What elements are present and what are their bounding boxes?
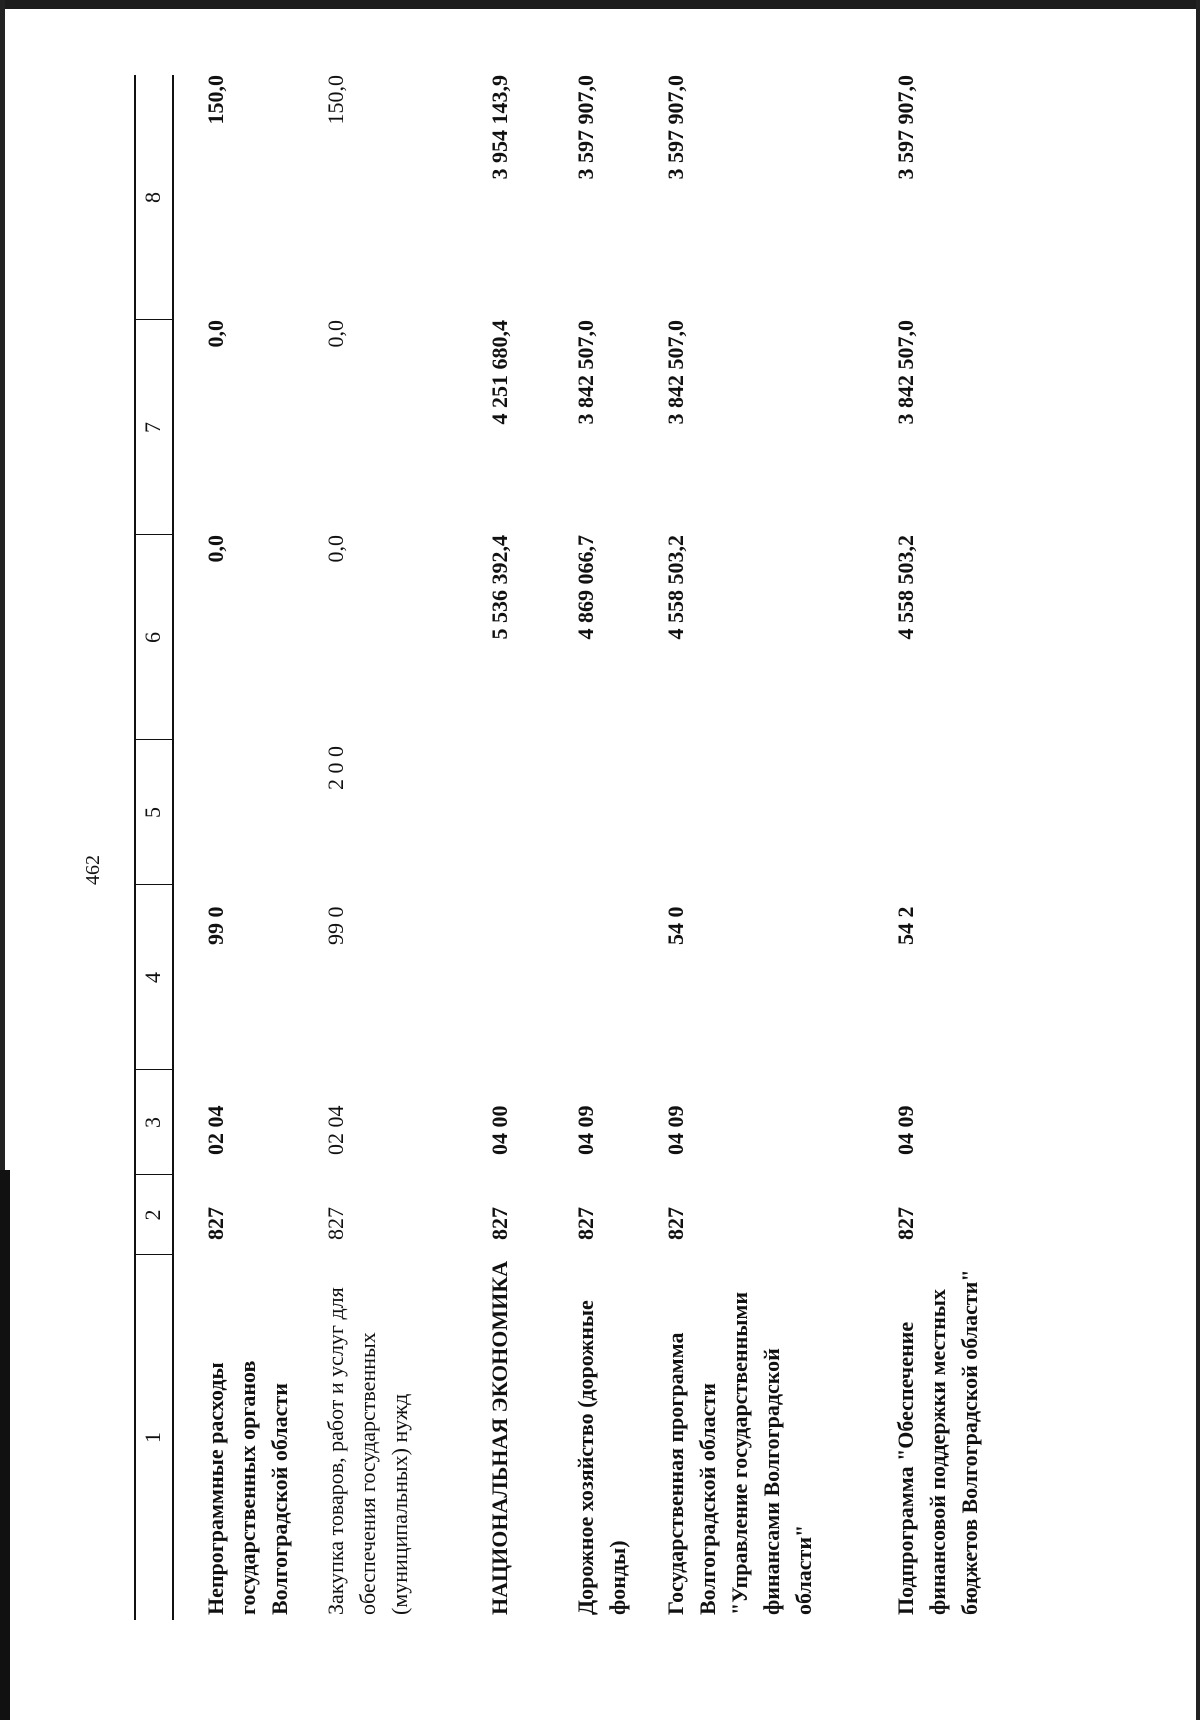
- cell-col4: 54 2: [893, 906, 918, 945]
- column-header: 2: [140, 1209, 165, 1221]
- cell-col8: 3 597 907,0: [573, 75, 598, 180]
- cell-col3: 04 09: [573, 1105, 598, 1155]
- cell-col4: 99 0: [323, 906, 348, 945]
- cell-col2: 827: [203, 1207, 228, 1240]
- cell-col3: 02 04: [203, 1105, 228, 1155]
- cell-col6: 0,0: [323, 535, 348, 563]
- cell-col6: 5 536 392,4: [487, 535, 512, 640]
- cell-col2: 827: [663, 1207, 688, 1240]
- row-label: Непрограммные расходы государственных органов Волгоградской области: [203, 1360, 292, 1615]
- page-number: 462: [82, 855, 104, 885]
- column-header: 7: [140, 422, 165, 433]
- cell-col6: 0,0: [203, 535, 228, 563]
- table-top-rule: [134, 75, 136, 1620]
- cell-col4: 54 0: [663, 906, 688, 945]
- row-label: Дорожное хозяйство (дорожные фонды): [573, 1300, 630, 1615]
- column-header: 6: [140, 632, 165, 643]
- cell-col4: 99 0: [203, 906, 228, 945]
- cell-col8: 3 597 907,0: [893, 75, 918, 180]
- column-header: 3: [140, 1117, 165, 1128]
- cell-col3: 04 00: [487, 1105, 512, 1155]
- row-label: Подпрограмма "Обеспечение финансовой поддержки местных бюджетов Волгоградской области": [893, 1269, 982, 1615]
- cell-col6: 4 869 066,7: [573, 535, 598, 640]
- column-header: 1: [140, 1432, 165, 1443]
- cell-col2: 827: [487, 1207, 512, 1240]
- cell-col3: 04 09: [663, 1105, 688, 1155]
- row-label: Закупка товаров, работ и услуг для обеспечения государственных (муниципальных) нужд: [323, 1287, 412, 1615]
- column-header: 4: [140, 972, 165, 983]
- cell-col7: 3 842 507,0: [573, 320, 598, 425]
- cell-col3: 02 04: [323, 1105, 348, 1155]
- column-header: 5: [140, 807, 165, 818]
- cell-col6: 4 558 503,2: [663, 535, 688, 640]
- cell-col8: 150,0: [203, 75, 228, 125]
- cell-col2: 827: [893, 1207, 918, 1240]
- cell-col3: 04 09: [893, 1105, 918, 1155]
- cell-col7: 3 842 507,0: [893, 320, 918, 425]
- header-bottom-rule: [172, 75, 174, 1620]
- cell-col2: 827: [573, 1207, 598, 1240]
- cell-col7: 3 842 507,0: [663, 320, 688, 425]
- cell-col7: 4 251 680,4: [487, 320, 512, 425]
- row-label: Государственная программа Волгоградской области "Управление государственными финансами Волгоградской области": [663, 1291, 816, 1615]
- cell-col7: 0,0: [203, 320, 228, 348]
- cell-col8: 3 597 907,0: [663, 75, 688, 180]
- cell-col7: 0,0: [323, 320, 348, 348]
- column-header: 8: [140, 192, 165, 203]
- cell-col5: 2 0 0: [323, 746, 348, 790]
- cell-col8: 3 954 143,9: [487, 75, 512, 180]
- cell-col8: 150,0: [323, 75, 348, 125]
- row-label: НАЦИОНАЛЬНАЯ ЭКОНОМИКА: [487, 1260, 512, 1615]
- cell-col2: 827: [323, 1207, 348, 1240]
- cell-col6: 4 558 503,2: [893, 535, 918, 640]
